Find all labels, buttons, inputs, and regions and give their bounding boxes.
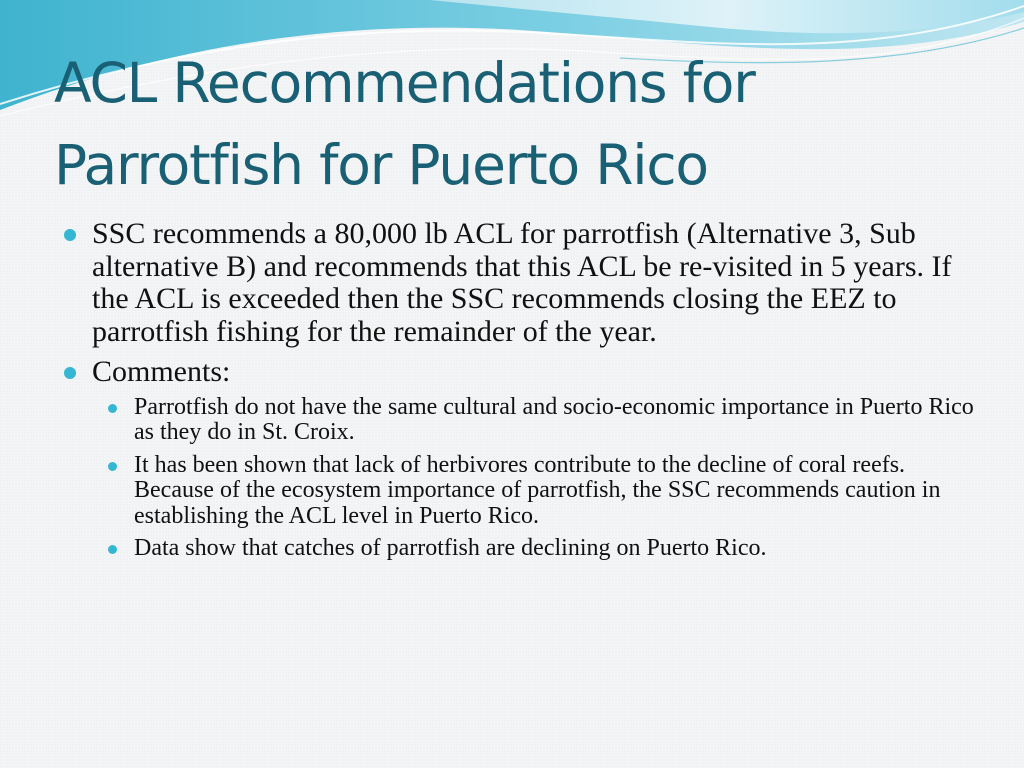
bullet-item	[62, 356, 982, 562]
bullet-text: SSC recommends a 80,000 lb ACL for parrotfish (Alternative 3, Sub alternative B) and recommends that this ACL be re-visited in 5 years. If the ACL is exceeded then the SSC recommends closing the EEZ to parrotfish fishing for the remainder of the year.	[92, 217, 952, 348]
sub-bullet-text: It has been shown that lack of herbivores contribute to the decline of coral reefs. Because of the ecosystem importance of parrotfish, the SSC recommends caution in establishing the ACL level in Puerto Rico.	[134, 451, 941, 529]
sub-bullet-item	[92, 453, 982, 530]
bullet-list	[62, 218, 982, 562]
sub-bullet-text: Data show that catches of parrotfish are declining on Puerto Rico.	[134, 535, 767, 561]
sub-bullet-text: Parrotfish do not have the same cultural and socio-economic importance in Puerto Rico as they do in St. Croix.	[134, 393, 974, 445]
bullet-text: Comments:	[92, 355, 231, 388]
sub-bullet-item	[92, 395, 982, 446]
bullet-item	[62, 218, 982, 348]
sub-bullet-item	[92, 536, 982, 562]
slide-title: ACL Recommendations for Parrotfish for Puerto Rico	[54, 51, 755, 197]
sub-bullet-dot-icon	[108, 462, 117, 471]
bullet-dot-icon	[64, 229, 76, 241]
slide-content	[62, 218, 982, 570]
sub-bullet-list	[92, 395, 982, 562]
bullet-dot-icon	[64, 367, 76, 379]
sub-bullet-dot-icon	[108, 545, 117, 554]
sub-bullet-dot-icon	[108, 404, 117, 413]
